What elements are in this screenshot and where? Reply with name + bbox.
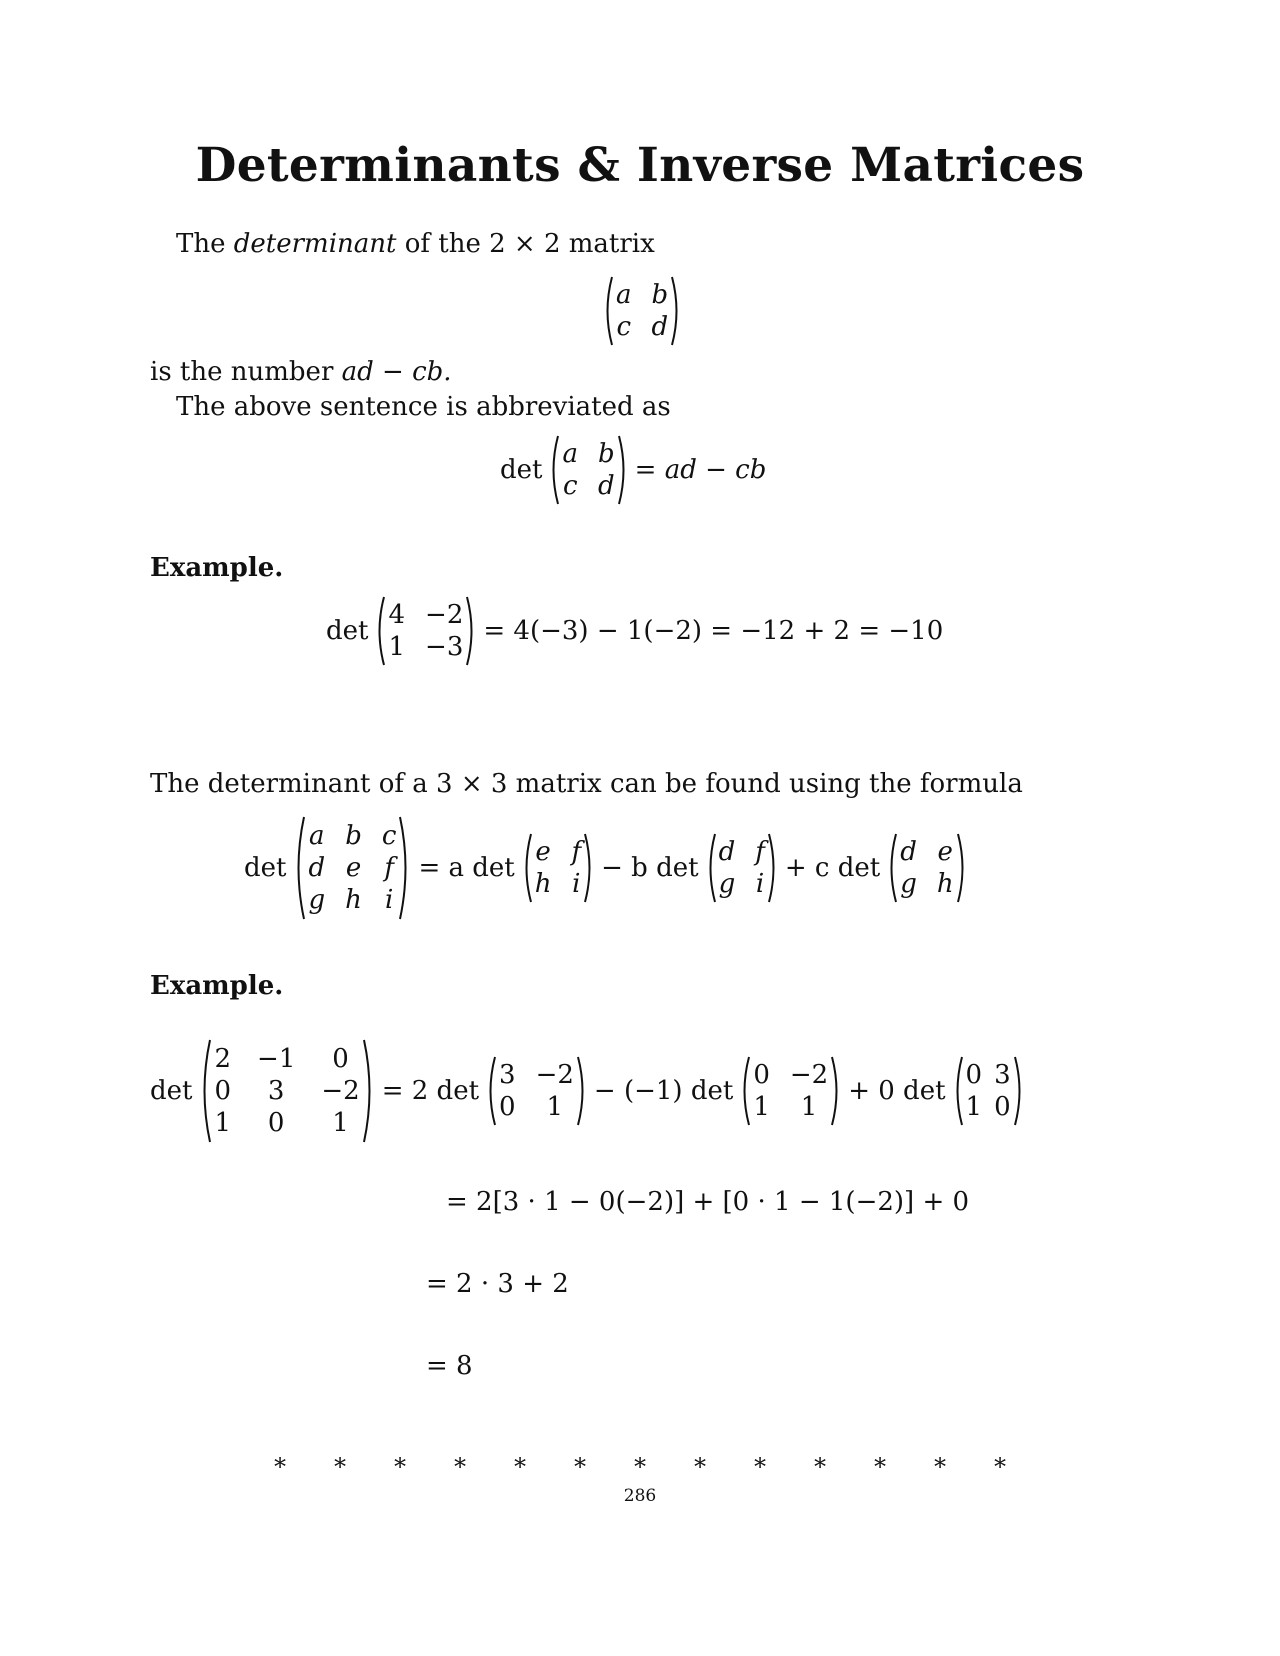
paragraph-3x3-intro: The determinant of a 3 × 3 matrix can be found using the formula (150, 769, 1023, 799)
matrix-abcd (602, 275, 682, 347)
section-separator: ∗ ∗ ∗ ∗ ∗ ∗ ∗ ∗ ∗ ∗ ∗ ∗ ∗ (271, 1448, 1009, 1476)
example-label-2: Example. (150, 971, 284, 1001)
paragraph-abbreviated: The above sentence is abbreviated as (176, 392, 671, 422)
minor-matrix-2: d f g i (705, 832, 779, 904)
left-paren (548, 434, 560, 506)
minor-matrix-3: d e g h (886, 832, 967, 904)
right-paren (398, 815, 412, 921)
example-minor-3: 0 3 1 0 (952, 1055, 1025, 1127)
example-2-step-3: = 2 · 3 + 2 (426, 1269, 569, 1299)
formula-3x3: det a b c d e f g h i = a det e f h i − b det d f g i + c det d e g h (244, 815, 974, 921)
example-2-step-2: = 2[3 · 1 − 0(−2)] + [0 · 1 − 1(−2)] + 0 (446, 1187, 970, 1217)
example-minor-1: 3 −2 0 1 (485, 1055, 588, 1127)
term-determinant: determinant (233, 229, 397, 259)
example-equation-2: det 2 −1 0 0 3 −2 1 0 1 = 2 det 3 −2 0 1 − (−1) det 0 −2 1 1 + 0 det 0 3 1 0 (150, 1038, 1031, 1144)
example-equation-1: det 4 −2 1 −3 = 4(−3) − 1(−2) = −12 + 2 = −10 (326, 595, 943, 667)
paragraph-determinant-intro: The determinant of the 2 × 2 matrix (176, 229, 655, 259)
example-label-1: Example. (150, 553, 284, 583)
left-paren (292, 815, 306, 921)
matrix-abcd: a b c d (548, 434, 628, 506)
page-number: 286 (623, 1486, 657, 1506)
right-paren (465, 595, 477, 667)
left-paren (602, 275, 614, 347)
matrix-abcd-display (596, 275, 688, 347)
example-minor-2: 0 −2 1 1 (739, 1055, 842, 1127)
equation-det-2x2: det a b c d = ad − cb (500, 434, 766, 506)
minor-matrix-1: e f h i (521, 832, 595, 904)
matrix-3x3-letters: a b c d e f g h i (292, 815, 412, 921)
right-paren (617, 434, 629, 506)
matrix-entries: a b c d (616, 280, 669, 342)
matrix-example-2: 2 −1 0 0 3 −2 1 0 1 (198, 1038, 375, 1144)
paragraph-number: is the number ad − cb. (150, 357, 452, 387)
example-2-step-4: = 8 (426, 1351, 473, 1381)
left-paren (374, 595, 386, 667)
page-title: Determinants & Inverse Matrices (195, 138, 1085, 193)
right-paren (670, 275, 682, 347)
matrix-example-1: 4 −2 1 −3 (374, 595, 477, 667)
